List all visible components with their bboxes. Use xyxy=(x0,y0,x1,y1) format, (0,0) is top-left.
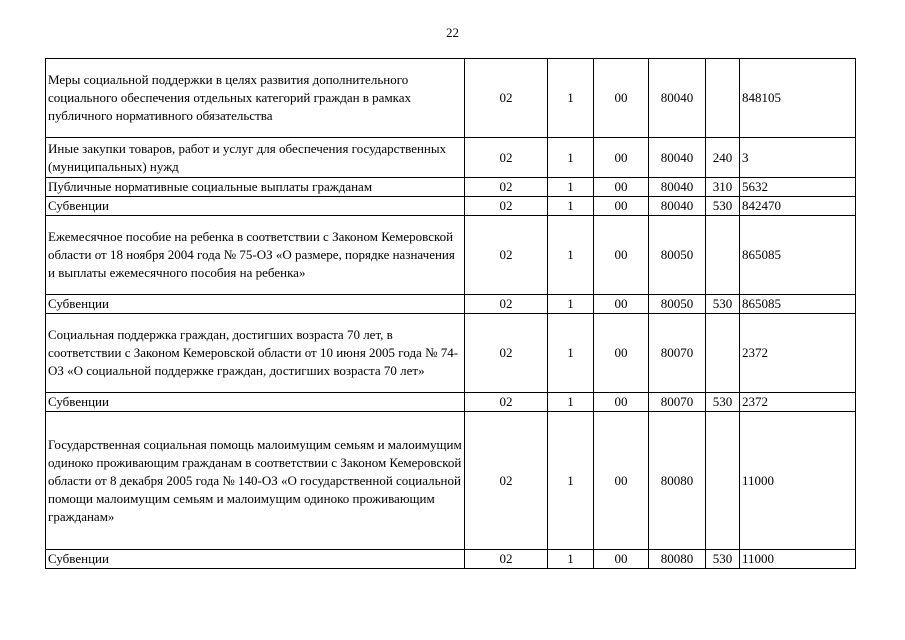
row-name: Субвенции xyxy=(46,550,465,569)
table-row xyxy=(46,314,856,393)
row-sum: 11000 xyxy=(740,550,856,569)
row-sum: 2372 xyxy=(740,393,856,412)
code-section: 02 xyxy=(465,138,548,178)
code-section: 02 xyxy=(465,314,548,393)
row-name: Социальная поддержка граждан, достигших возраста 70 лет, в соответствии с Законом Кемеровской области от 10 июня 2005 года № 74-ОЗ «О социальной поддержке граждан, достигших возраста 70 лет» xyxy=(46,314,465,393)
code-program: 1 xyxy=(548,138,594,178)
code-subprogram: 00 xyxy=(594,295,649,314)
row-name: Публичные нормативные социальные выплаты гражданам xyxy=(46,178,465,197)
code-expense-type: 240 xyxy=(706,138,740,178)
code-subprogram: 00 xyxy=(594,197,649,216)
code-expense-type: 530 xyxy=(706,550,740,569)
row-name: Ежемесячное пособие на ребенка в соответствии с Законом Кемеровской области от 18 ноября 2004 года № 75-ОЗ «О размере, порядке назначения и выплаты ежемесячного пособия на ребенка» xyxy=(46,216,465,295)
code-subprogram: 00 xyxy=(594,550,649,569)
code-subprogram: 00 xyxy=(594,412,649,550)
row-sum: 5632 xyxy=(740,178,856,197)
code-subprogram: 00 xyxy=(594,216,649,295)
code-program: 1 xyxy=(548,178,594,197)
code-expense-type: 530 xyxy=(706,197,740,216)
code-expense-type: 530 xyxy=(706,393,740,412)
code-target: 80040 xyxy=(649,197,706,216)
row-name: Меры социальной поддержки в целях развития дополнительного социального обеспечения отдельных категорий граждан в рамках публичного нормативного обязательства xyxy=(46,59,465,138)
code-section: 02 xyxy=(465,295,548,314)
row-name: Субвенции xyxy=(46,393,465,412)
code-subprogram: 00 xyxy=(594,59,649,138)
row-name: Иные закупки товаров, работ и услуг для обеспечения государственных (муниципальных) нужд xyxy=(46,138,465,178)
row-sum: 865085 xyxy=(740,216,856,295)
code-target: 80040 xyxy=(649,178,706,197)
table-row xyxy=(46,197,856,216)
table-row xyxy=(46,178,856,197)
code-program: 1 xyxy=(548,197,594,216)
code-section: 02 xyxy=(465,197,548,216)
code-program: 1 xyxy=(548,550,594,569)
code-target: 80040 xyxy=(649,138,706,178)
code-expense-type: 310 xyxy=(706,178,740,197)
code-target: 80050 xyxy=(649,216,706,295)
code-expense-type xyxy=(706,216,740,295)
code-expense-type xyxy=(706,412,740,550)
code-section: 02 xyxy=(465,59,548,138)
row-sum: 848105 xyxy=(740,59,856,138)
page-number: 22 xyxy=(446,25,459,40)
code-subprogram: 00 xyxy=(594,178,649,197)
row-name: Субвенции xyxy=(46,295,465,314)
code-expense-type: 530 xyxy=(706,295,740,314)
table-row xyxy=(46,59,856,138)
code-target: 80040 xyxy=(649,59,706,138)
code-section: 02 xyxy=(465,216,548,295)
row-sum: 865085 xyxy=(740,295,856,314)
code-program: 1 xyxy=(548,314,594,393)
row-name: Государственная социальная помощь малоимущим семьям и малоимущим одиноко проживающим гражданам в соответствии с Законом Кемеровской области от 8 декабря 2005 года № 140-ОЗ «О государственной социальной помощи малоимущим семьям и малоимущим одиноко проживающим гражданам» xyxy=(46,412,465,550)
code-expense-type xyxy=(706,59,740,138)
code-section: 02 xyxy=(465,412,548,550)
code-target: 80080 xyxy=(649,550,706,569)
code-program: 1 xyxy=(548,295,594,314)
table-row xyxy=(46,412,856,550)
code-subprogram: 00 xyxy=(594,314,649,393)
code-section: 02 xyxy=(465,550,548,569)
code-section: 02 xyxy=(465,393,548,412)
code-target: 80080 xyxy=(649,412,706,550)
table-row xyxy=(46,393,856,412)
code-program: 1 xyxy=(548,393,594,412)
code-program: 1 xyxy=(548,412,594,550)
row-sum: 3 xyxy=(740,138,856,178)
code-section: 02 xyxy=(465,178,548,197)
code-target: 80070 xyxy=(649,314,706,393)
code-subprogram: 00 xyxy=(594,138,649,178)
table-row xyxy=(46,216,856,295)
budget-table xyxy=(45,58,856,569)
table-row xyxy=(46,295,856,314)
row-sum: 842470 xyxy=(740,197,856,216)
code-target: 80050 xyxy=(649,295,706,314)
code-subprogram: 00 xyxy=(594,393,649,412)
code-program: 1 xyxy=(548,216,594,295)
row-sum: 2372 xyxy=(740,314,856,393)
row-name: Субвенции xyxy=(46,197,465,216)
code-expense-type xyxy=(706,314,740,393)
code-target: 80070 xyxy=(649,393,706,412)
table-row xyxy=(46,138,856,178)
table-row xyxy=(46,550,856,569)
row-sum: 11000 xyxy=(740,412,856,550)
code-program: 1 xyxy=(548,59,594,138)
